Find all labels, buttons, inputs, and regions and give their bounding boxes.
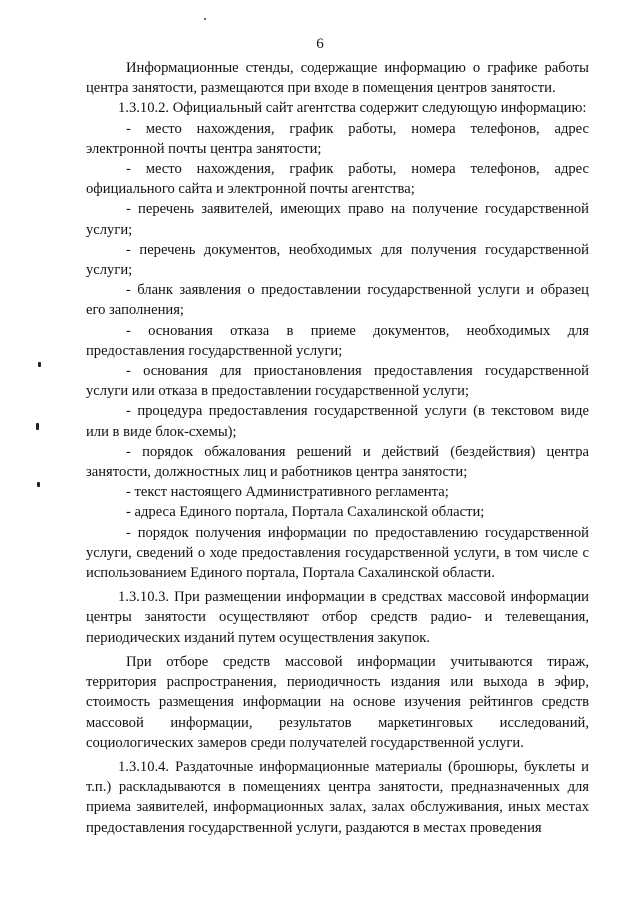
list-item: - бланк заявления о предоставлении государственной услуги и образец его заполнения;	[86, 282, 589, 319]
list-item: - основания для приостановления предоставления государственной услуги или отказа в предоставлении государственной услуги;	[86, 363, 589, 400]
list-item: - перечень документов, необходимых для получения государственной услуги;	[86, 241, 589, 279]
paragraph: Информационные стенды, содержащие информацию о графике работы центра занятости, размещаются при входе в помещения центров занятости.	[86, 60, 589, 97]
list-item: - место нахождения, график работы, номера телефонов, адрес официального сайта и электронной почты агентства;	[86, 161, 589, 198]
page-number: 6	[316, 36, 324, 52]
list-item: - адреса Единого портала, Портала Сахалинской области;	[126, 504, 485, 521]
paragraph: 1.3.10.3. При размещении информации в средствах массовой информации центры занятости осуществляют отбор средств радио- и телевещания, периодических изданий путем осуществления закупок.	[86, 589, 589, 646]
list-item: - процедура предоставления государственной услуги (в текстовом виде или в виде блок-схемы);	[86, 403, 589, 440]
paragraph: При отборе средств массовой информации учитываются тираж, территория распространения, периодичность издания или выхода в эфир, стоимость размещения информации на основе изучения рейтингов средств массовой информации, результатов маркетинговых исследований, социологических замеров среди получателей государственной услуги.	[86, 653, 589, 751]
margin-mark	[36, 423, 39, 430]
paragraph: 1.3.10.2. Официальный сайт агентства содержит следующую информацию:	[118, 100, 587, 117]
margin-mark	[37, 482, 40, 487]
paragraph: 1.3.10.4. Раздаточные информационные материалы (брошюры, буклеты и т.п.) раскладываются в помещениях центра занятости, предназначенных для приема заявителей, информационных залах, залах обслуживания, иных местах предоставления государственной услуги, раздаются в местах проведения	[86, 758, 589, 836]
margin-mark	[38, 362, 41, 367]
list-item: - основания отказа в приеме документов, необходимых для предоставления государственной услуги;	[86, 322, 589, 359]
list-item: - текст настоящего Административного регламента;	[126, 484, 449, 501]
list-item: - место нахождения, график работы, номера телефонов, адрес электронной почты центра занятости;	[86, 120, 589, 157]
document-body	[86, 58, 589, 838]
list-item: - порядок обжалования решений и действий (бездействия) центра занятости, должностных лиц и работников центра занятости;	[86, 443, 589, 481]
scan-speck	[204, 18, 206, 20]
list-item: - порядок получения информации по предоставлению государственной услуги, сведений о ходе предоставления государственной услуги, в том числе с использованием Единого портала, Портала Сахалинской области.	[86, 524, 589, 582]
list-item: - перечень заявителей, имеющих право на получение государственной услуги;	[86, 201, 589, 238]
